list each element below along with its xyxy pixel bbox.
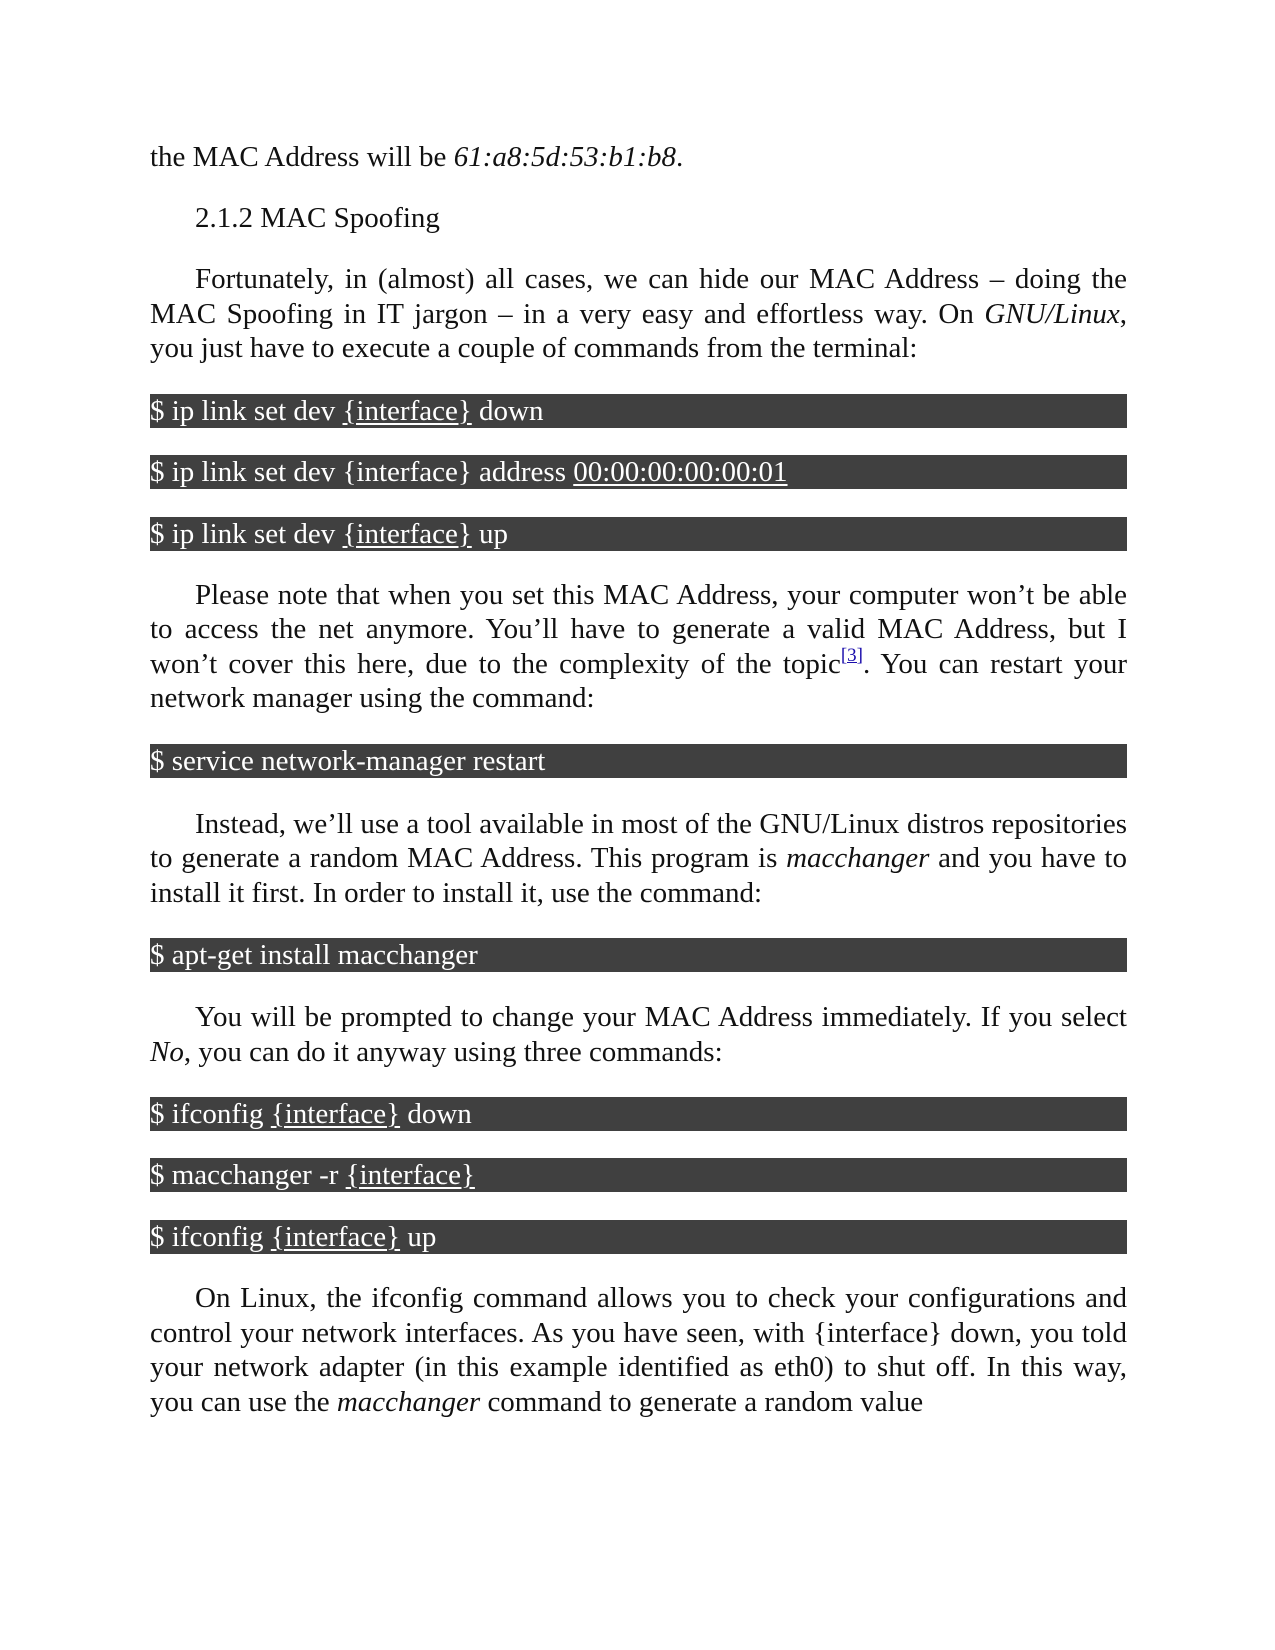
- code-text: down: [400, 1098, 472, 1130]
- code-block-apt-install: [150, 938, 1127, 972]
- code-block-link-down: [150, 394, 1127, 428]
- mac-address-example: 61:a8:5d:53:b1:b8: [453, 141, 676, 173]
- text: You will be prompted to change your MAC Address immediately. If you select: [195, 1001, 1127, 1033]
- code-block-macchanger-random: [150, 1158, 1127, 1192]
- code-block-ifconfig-down: [150, 1097, 1127, 1131]
- code-block-service-restart: [150, 744, 1127, 778]
- code-placeholder: {interface}: [270, 1221, 401, 1253]
- text: the MAC Address will be: [150, 141, 454, 173]
- emphasis: No: [150, 1035, 184, 1068]
- emphasis: macchanger: [336, 1385, 481, 1418]
- text: . You can restart your network manager using the command:: [150, 647, 1127, 714]
- paragraph-intro: [150, 262, 1127, 366]
- section-heading: 2.1.2 MAC Spoofing: [195, 202, 440, 234]
- code-placeholder: {interface}: [342, 517, 472, 550]
- paragraph-ifconfig: [150, 1281, 1127, 1419]
- text: Fortunately, in (almost) all cases, we can hide our MAC Address – doing the MAC Spoofing in IT jargon – in a very easy and effortless way. On: [150, 263, 1127, 330]
- paragraph-macchanger: [150, 807, 1127, 911]
- code-text: down: [471, 394, 544, 427]
- paragraph-note: [150, 578, 1127, 716]
- code-text: $ apt-get install macchanger: [150, 939, 478, 971]
- text: On Linux, the ifconfig command allows you to check your configurations and control your network interfaces. As you have seen, with {interface} down, you told your network adapter (in this example identified as eth0) to shut off. In this way, you can use the: [150, 1282, 1127, 1418]
- paragraph-mac-result: [150, 140, 1127, 174]
- emphasis: macchanger: [786, 842, 930, 874]
- code-block-ifconfig-up: [150, 1220, 1127, 1254]
- code-text: $ service network-manager restart: [150, 744, 546, 777]
- paragraph-prompt: [150, 1000, 1127, 1069]
- code-placeholder: 00:00:00:00:00:01: [573, 455, 788, 488]
- code-block-link-up: [150, 517, 1127, 551]
- text: , you just have to execute a couple of commands from the terminal:: [150, 297, 1127, 364]
- code-block-link-address: [150, 455, 1127, 489]
- code-text: $ macchanger -r: [150, 1159, 346, 1191]
- code-placeholder: {interface}: [345, 1159, 475, 1191]
- code-text: $ ip link set dev: [150, 517, 343, 550]
- code-placeholder: {interface}: [342, 394, 472, 427]
- code-text: $ ip link set dev {interface} address: [150, 455, 574, 488]
- code-placeholder: {interface}: [270, 1098, 401, 1130]
- text: Please note that when you set this MAC Address, your computer won’t be able to access the net anymore. You’ll have to generate a valid MAC Address, but I won’t cover this here, due to the complexity of the topic: [150, 578, 1127, 680]
- code-text: $ ifconfig: [150, 1221, 271, 1253]
- text: , you can do it anyway using three commands:: [183, 1035, 723, 1068]
- code-text: $ ifconfig: [150, 1098, 271, 1130]
- text: Instead, we’ll use a tool available in most of the GNU/Linux distros repositories to generate a random MAC Address. This program is: [150, 807, 1127, 874]
- text: .: [675, 141, 684, 173]
- emphasis: GNU/Linux: [984, 297, 1120, 330]
- document-page: [150, 140, 1127, 1419]
- footnote-link[interactable]: [3]: [840, 644, 863, 666]
- code-text: up: [471, 517, 509, 550]
- code-text: up: [400, 1221, 437, 1253]
- text: command to generate a random value: [480, 1385, 924, 1418]
- text: and you have to install it first. In order to install it, use the command:: [150, 842, 1127, 909]
- code-text: $ ip link set dev: [150, 394, 343, 427]
